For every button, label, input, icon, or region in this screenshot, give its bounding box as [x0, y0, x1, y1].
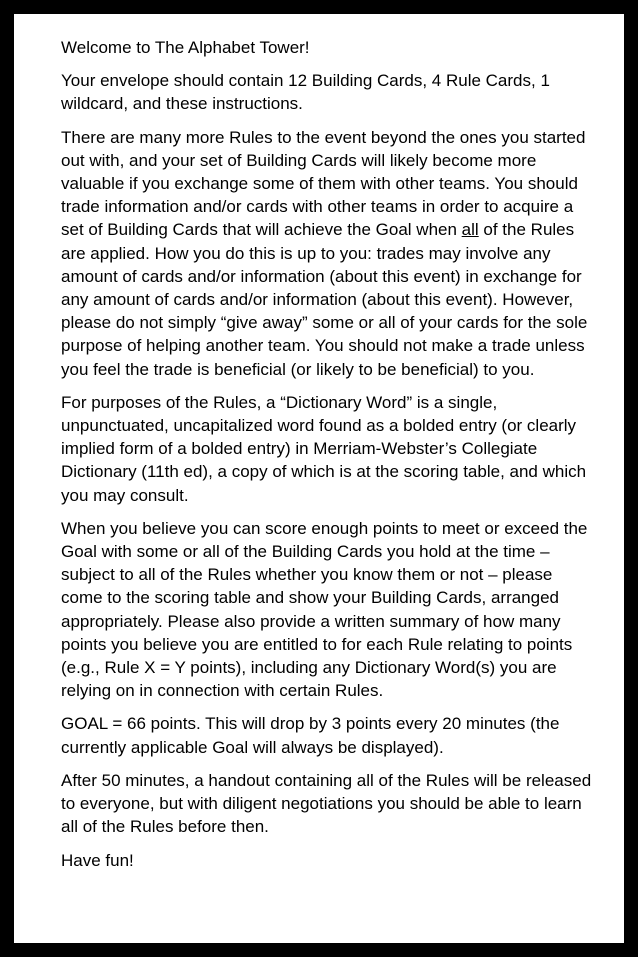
closing-line: Have fun!: [61, 850, 134, 870]
trading-rules-paragraph: [61, 126, 596, 381]
handout-paragraph: After 50 minutes, a handout containing all of the Rules will be released to everyone, but with diligent negotiations you should be able to learn all of the Rules before then.: [61, 770, 592, 837]
trading-rules-text-2: of the Rules are applied. How you do this is up to you: trades may involve any amount of cards and/or information (about this event) in exchange for any amount of cards and/or information (about this event). However, please do not simply “give away” some or all of your cards for the sole purpose of helping another team. You should not make a trade unless you feel the trade is beneficial (or likely to be beneficial) to you.: [61, 220, 588, 379]
goal-paragraph: GOAL = 66 points. This will drop by 3 points every 20 minutes (the currently applicable Goal will always be displayed).: [61, 714, 560, 757]
trading-rules-text-1: There are many more Rules to the event beyond the ones you started out with, and your set of Building Cards will likely become more valuable if you exchange some of them with other teams. You should trade information and/or cards with other teams in order to acquire a set of Building Cards that will achieve the Goal when: [61, 127, 586, 240]
scoring-paragraph: When you believe you can score enough points to meet or exceed the Goal with some or all of the Building Cards you hold at the time – subject to all of the Rules whether you know them or not – please come to the scoring table and show your Building Cards, arranged appropriately. Please also provide a written summary of how many points you believe you are entitled to for each Rule relating to points (e.g., Rule X = Y points), including any Dictionary Word(s) you are relying on in connection with certain Rules.: [61, 518, 588, 701]
dictionary-word-paragraph: For purposes of the Rules, a “Dictionary Word” is a single, unpunctuated, uncapitalized word found as a bolded entry (or clearly implied form of a bolded entry) in Merriam-Webster’s Collegiate Dictionary (11th ed), a copy of which is at the scoring table, and which you may consult.: [61, 392, 587, 505]
all-emphasis: all: [461, 220, 479, 240]
instruction-sheet: [14, 14, 624, 943]
welcome-heading: Welcome to The Alphabet Tower!: [61, 38, 310, 57]
envelope-contents-paragraph: Your envelope should contain 12 Building Cards, 4 Rule Cards, 1 wildcard, and these instructions.: [61, 71, 550, 114]
